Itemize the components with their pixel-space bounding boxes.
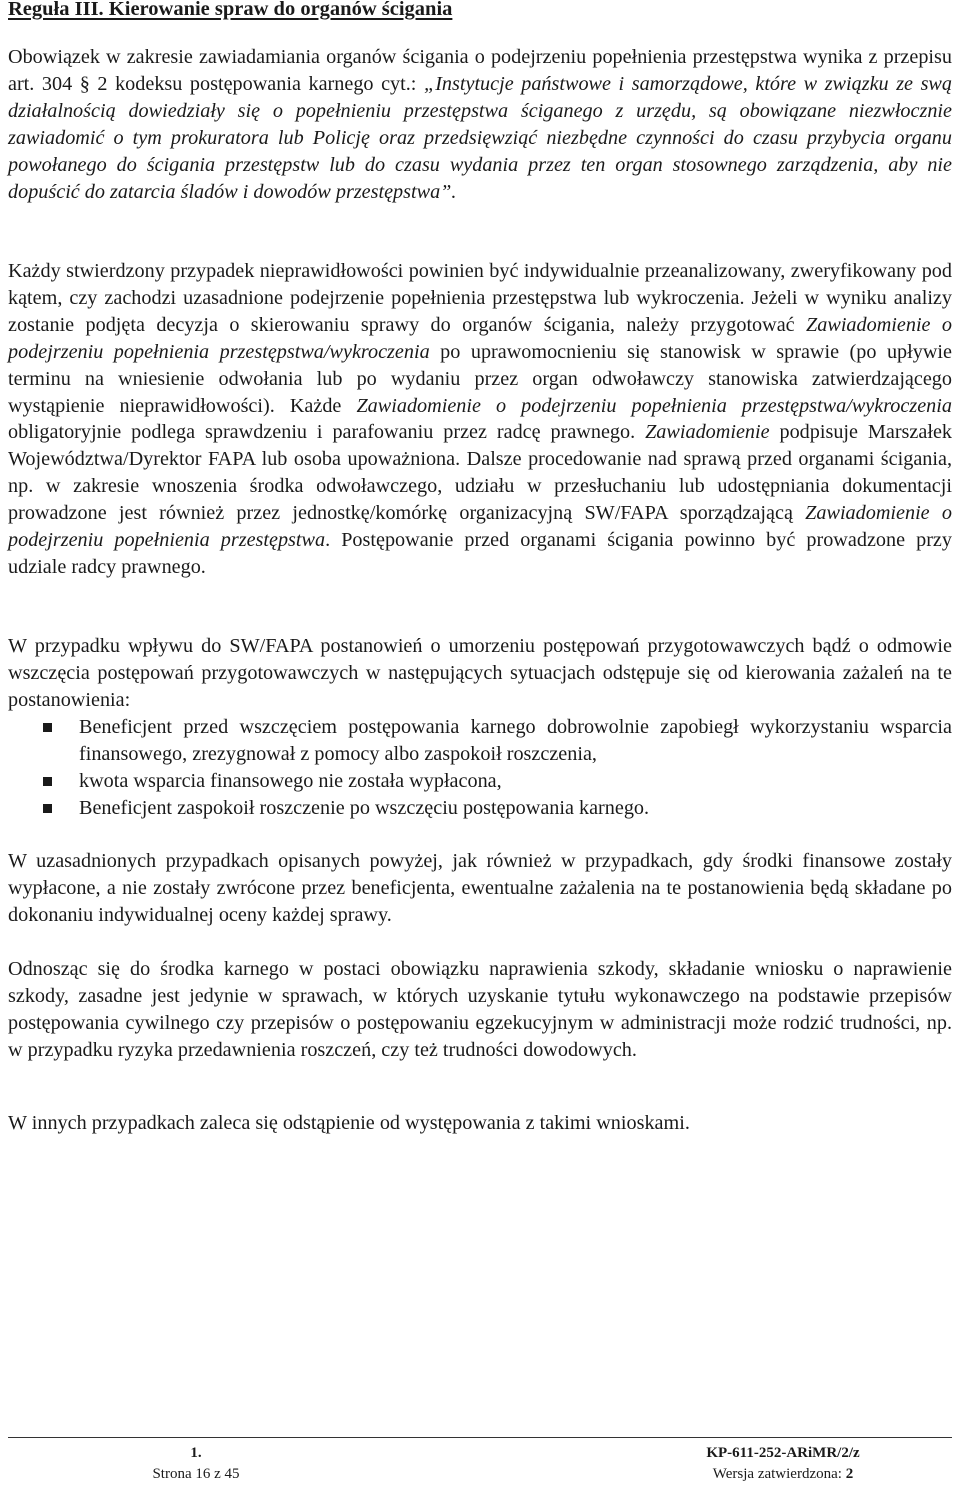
paragraph-text: Każdy stwierdzony przypadek nieprawidłowości powinien być indywidualnie przeanalizowany, zweryfikowany pod kątem, czy zachodzi uzasadnione podejrzenie popełnienia przestępstwa lub wykroczenia. Jeżeli w wyniku analizy zostanie podjęta decyzja o skierowaniu sprawy do organów ścigania, należy przygotować	[8, 260, 952, 336]
paragraph-other-cases: W innych przypadkach zaleca się odstąpienie od występowania z takimi wnioskami.	[8, 1112, 690, 1134]
paragraph-justified-cases: W uzasadnionych przypadkach opisanych powyżej, jak również w przypadkach, gdy środki finansowe zostały wypłacone, a nie zostały zwrócone przez beneficjenta, ewentualne zażalenia na te postanowienia będą składane po dokonaniu indywidualnej oceny każdej sprawy.	[8, 850, 952, 926]
footer-number: 1.	[190, 1445, 202, 1461]
list-item-text: kwota wsparcia finansowego nie została wypłacona,	[79, 769, 502, 792]
list-item-text: Beneficjent przed wszczęciem postępowania karnego dobrowolnie zapobiegł wykorzystaniu wsparcia finansowego, zrezygnował z pomocy albo zaspokoił roszczenia,	[79, 716, 952, 765]
footer-document-info	[668, 1443, 898, 1485]
paragraph-text: . Postępowanie przed organami ścigania powinno być prowadzone przy udziale radcy prawnego.	[8, 529, 952, 578]
footer-divider	[8, 1437, 952, 1438]
paragraph-irregularity-analysis	[8, 258, 952, 581]
document-name: Zawiadomienie	[645, 421, 770, 444]
list-item	[8, 795, 952, 822]
square-bullet-icon	[43, 777, 52, 786]
list-item	[8, 768, 952, 795]
paragraph-legal-basis	[8, 44, 952, 205]
document-name: Zawiadomienie o podejrzeniu popełnienia przestępstwa	[8, 502, 952, 552]
paragraph-damage-remedy: Odnosząc się do środka karnego w postaci obowiązku naprawienia szkody, składanie wniosku o naprawienie szkody, zasadne jest jedynie w sprawach, w których uzyskanie tytułu wykonawczego na podstawie przepisów postępowania cywilnego czy przepisów o postępowaniu egzekucyjnym w administracji może rodzić trudności, np. w przypadku ryzyka przedawnienia roszczeń, czy też trudności dowodowych.	[8, 958, 952, 1061]
version-value: 2	[845, 1466, 854, 1482]
document-name: Zawiadomienie o podejrzeniu popełnienia przestępstwa/wykroczenia	[8, 313, 952, 363]
exceptions-list	[8, 714, 952, 822]
paragraph-text: podpisuje Marszałek Województwa/Dyrektor FAPA lub osoba upoważniona. Dalsze procedowanie nad sprawą przed organami ścigania, np. w zakresie wnoszenia środka odwoławczego, udziału w przesłuchaniu lub udostępniania dokumentacji prowadzone jest również przez jednostkę/komórkę organizacyjną SW/FAPA sporządzającą	[8, 421, 952, 525]
paragraph-text: Obowiązek w zakresie zawiadamiania organów ścigania o podejrzeniu popełnienia przestępstwa wynika z przepisu art. 304 § 2 kodeksu postępowania karnego cyt.:	[8, 46, 952, 95]
version-label: Wersja zatwierdzona:	[712, 1466, 846, 1482]
section-heading: Reguła III. Kierowanie spraw do organów ścigania	[8, 0, 453, 20]
footer-page-info	[141, 1443, 251, 1485]
document-code: KP-611-252-ARiMR/2/z	[706, 1445, 860, 1461]
paragraph-text: po uprawomocnieniu się stanowisk w sprawie (po upływie terminu na wniesienie odwołania lub po wydaniu przez organ odwoławczy stanowiska zatwierdzającego wystąpienie nieprawidłowości). Każde	[8, 340, 952, 417]
square-bullet-icon	[43, 723, 52, 732]
list-item-text: Beneficjent zaspokoił roszczenie po wszczęciu postępowania karnego.	[79, 796, 650, 819]
document-name: Zawiadomienie o podejrzeniu popełnienia przestępstwa/wykroczenia	[356, 394, 952, 417]
page-number: Strona 16 z 45	[152, 1466, 240, 1482]
paragraph-complaints-intro: W przypadku wpływu do SW/FAPA postanowień o umorzeniu postępowań przygotowawczych bądź o odmowie wszczęcia postępowań przygotowawczych w następujących sytuacjach odstępuje się od kierowania zażaleń na te postanowienia:	[8, 635, 952, 711]
paragraph-text: obligatoryjnie podlega sprawdzeniu i parafowaniu przez radcę prawnego.	[8, 421, 646, 444]
legal-quote: „Instytucje państwowe i samorządowe, które w związku ze swą działalnością dowiedziały się o popełnieniu przestępstwa ściganego z urzędu, są obowiązane niezwłocznie zawiadomić o tym prokuratora lub Policję oraz przedsięwziąć niezbędne czynności do czasu przybycia organu powołanego do ścigania przestępstw lub do czasu wydania przez ten organ stosownego zarządzenia, aby nie dopuścić do zatarcia śladów i dowodów przestępstwa”.	[8, 72, 952, 203]
square-bullet-icon	[43, 804, 52, 813]
list-item	[8, 714, 952, 768]
